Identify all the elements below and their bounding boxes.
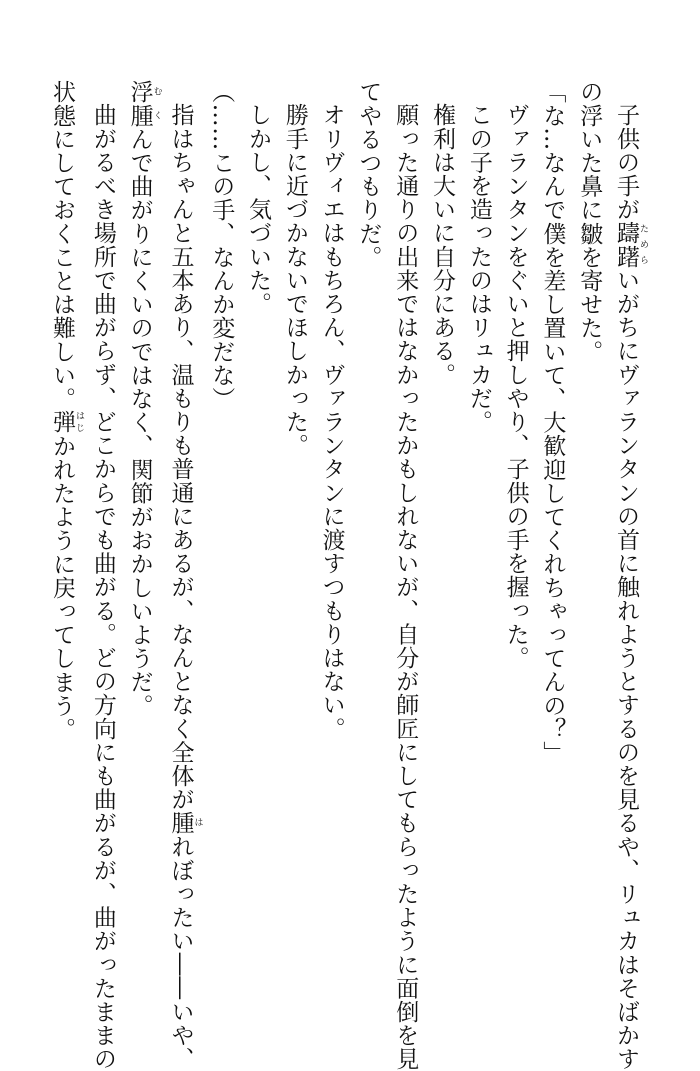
text-line: 「な…なんで僕を差し置いて、大歓迎してくれちゃってんの？」 <box>539 80 566 765</box>
text-line: （……この手、なんか変だな） <box>208 80 235 411</box>
ruby-word: 弾 はじ <box>49 410 85 435</box>
text-line: てやるつもりだ。 <box>355 80 382 269</box>
text-line: の浮いた鼻に皺を寄せた。 <box>576 80 603 364</box>
text-line: この子を造ったのはリュカだ。 <box>465 103 492 434</box>
text-line: 浮腫 むくんで曲がりにくいのではなく、関節がおかしいようだ。 <box>126 80 162 718</box>
text-line: 子供の手が躊躇 ためらいがちにヴァランタンの首に触れようとするのを見るや、リュカはそばかす <box>613 103 648 1071</box>
text-line: ヴァランタンをぐいと押しやり、子供の手を握った。 <box>502 103 529 670</box>
ruby-word: 躊躇 ためら <box>613 221 648 269</box>
ruby-reading: は <box>192 811 203 835</box>
vertical-text-body <box>43 80 648 1071</box>
text-line: オリヴィエはもちろん、ヴァランタンに渡すつもりはない。 <box>318 103 345 741</box>
ruby-reading: ためら <box>638 221 648 269</box>
ruby-word: 浮腫 むく <box>126 80 162 128</box>
ruby-word: 腫 は <box>167 811 203 835</box>
text-line: 指はちゃんと五本あり、温もりも普通にあるが、なんとなく全体が腫 はれぼったい――いや、 <box>167 103 203 1071</box>
text-line: 曲がるべき場所で曲がらず、どこからでも曲がる。どの方向にも曲がるが、曲がったままの <box>89 103 116 1071</box>
text-line: 勝手に近づかないでほしかった。 <box>281 103 308 457</box>
text-line: 状態にしておくことは難しい。弾 はじかれたように戻ってしまう。 <box>49 80 85 741</box>
text-line: 願った通りの出来ではなかったかもしれないが、自分が師匠にしてもらったように面倒を見 <box>392 103 419 1071</box>
text-line: しかし、気づいた。 <box>245 103 272 316</box>
ruby-reading: はじ <box>74 410 85 434</box>
text-line: 権利は大いに自分にある。 <box>429 103 456 387</box>
ruby-reading: むく <box>151 80 162 128</box>
